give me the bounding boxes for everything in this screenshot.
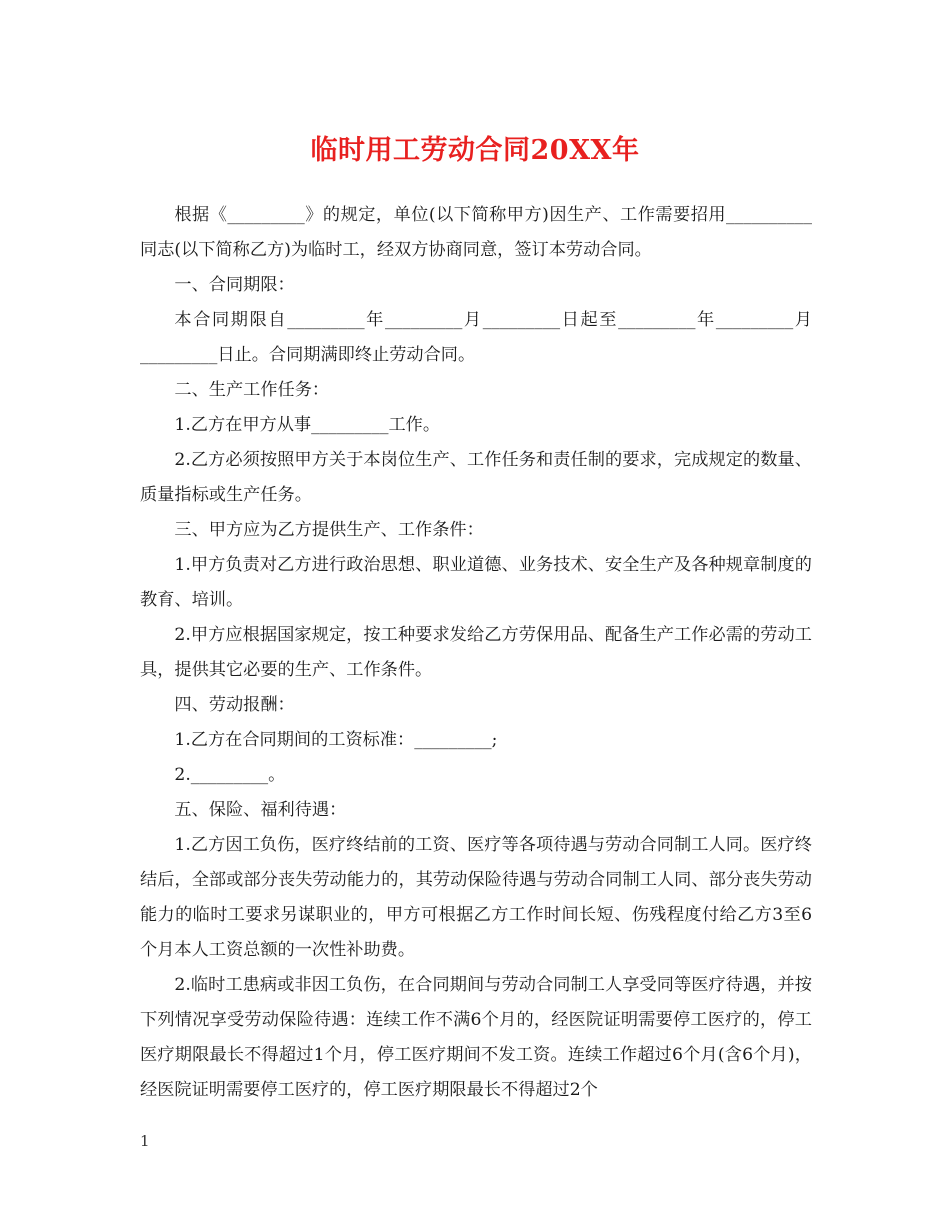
section-heading-5: 五、保险、福利待遇： <box>174 800 347 820</box>
page-number: 1 <box>140 1132 150 1150</box>
section-heading-3: 三、甲方应为乙方提供生产、工作条件： <box>174 520 484 540</box>
paragraph-task-1: 1.乙方在甲方从事_________工作。 <box>174 415 441 435</box>
section-heading-1: 一、合同期限： <box>174 275 295 295</box>
paragraph-pay-2: 2._________。 <box>174 765 286 785</box>
paragraph-term: 本合同期限自_________年_________月_________日起至_________年_________月_________日止。合同期满即终止劳动合同。 <box>140 310 812 365</box>
paragraph-insurance-1: 1.乙方因工负伤，医疗终结前的工资、医疗等各项待遇与劳动合同制工人同。医疗终结后，全部或部分丧失劳动能力的，其劳动保险待遇与劳动合同制工人同、部分丧失劳动能力的临时工要求另谋职业的，甲方可根据乙方工作时间长短、伤残程度付给乙方3至6个月本人工资总额的一次性补助费。 <box>140 835 812 960</box>
document-body <box>140 198 812 1108</box>
section-heading-2: 二、生产工作任务： <box>174 380 330 400</box>
paragraph-conditions-2: 2.甲方应根据国家规定，按工种要求发给乙方劳保用品、配备生产工作必需的劳动工具，提供其它必要的生产、工作条件。 <box>140 625 812 680</box>
paragraph-conditions-1: 1.甲方负责对乙方进行政治思想、职业道德、业务技术、安全生产及各种规章制度的教育、培训。 <box>140 555 812 610</box>
paragraph-pay-1: 1.乙方在合同期间的工资标准：_________; <box>174 730 498 750</box>
document-title: 临时用工劳动合同20XX年 <box>310 135 640 166</box>
paragraph-task-2: 2.乙方必须按照甲方关于本岗位生产、工作任务和责任制的要求，完成规定的数量、质量指标或生产任务。 <box>140 450 812 505</box>
section-heading-4: 四、劳动报酬： <box>174 695 295 715</box>
paragraph-intro: 根据《_________》的规定，单位(以下简称甲方)因生产、工作需要招用__________同志(以下简称乙方)为临时工，经双方协商同意，签订本劳动合同。 <box>140 205 812 260</box>
paragraph-insurance-2: 2.临时工患病或非因工负伤，在合同期间与劳动合同制工人享受同等医疗待遇，并按下列情况享受劳动保险待遇：连续工作不满6个月的，经医院证明需要停工医疗的，停工医疗期限最长不得超过1个月，停工医疗期间不发工资。连续工作超过6个月(含6个月)，经医院证明需要停工医疗的，停工医疗期限最长不得超过2个 <box>140 975 812 1100</box>
